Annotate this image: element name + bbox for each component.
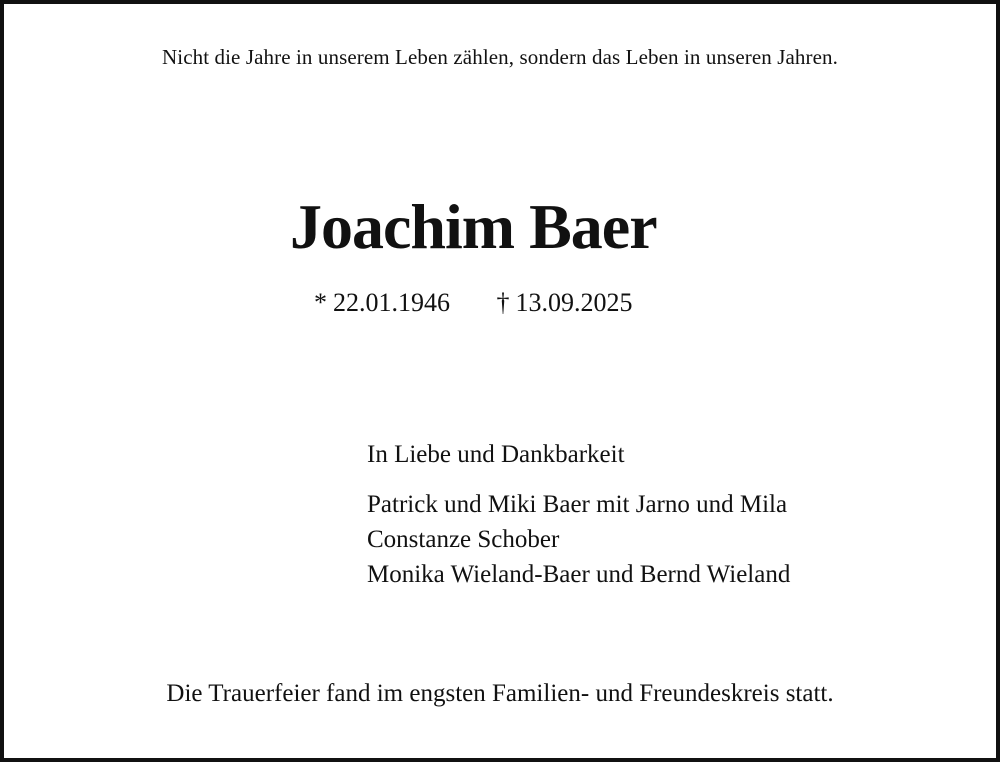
closing-line: In Liebe und Dankbarkeit (367, 441, 625, 468)
death-date: 13.09.2025 (515, 288, 633, 317)
deceased-name: Joachim Baer (290, 191, 657, 262)
motto-quote: Nicht die Jahre in unserem Leben zählen, sondern das Leben in unseren Jahren. (162, 45, 838, 69)
mourner-line: Patrick und Miki Baer mit Jarno und Mila (367, 491, 788, 518)
birth-date-group (314, 288, 450, 318)
life-dates (314, 288, 633, 318)
birth-star-icon: * (314, 288, 327, 317)
death-date-group (497, 288, 633, 318)
mourner-line: Constanze Schober (367, 526, 560, 553)
mourner-line: Monika Wieland-Baer und Bernd Wieland (367, 561, 791, 588)
mourners-list (367, 487, 790, 592)
birth-date: 22.01.1946 (333, 288, 450, 317)
death-cross-icon: † (496, 288, 510, 317)
funeral-note: Die Trauerfeier fand im engsten Familien- und Freundeskreis statt. (166, 680, 834, 707)
